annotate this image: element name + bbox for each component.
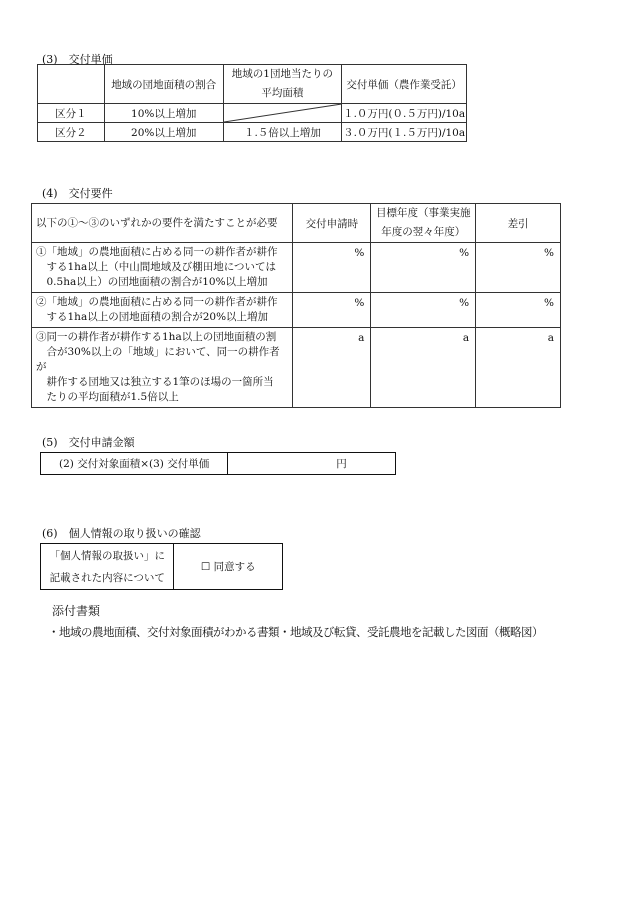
requirement-line: ②「地域」の農地面積に占める同一の耕作者が耕作 [36,296,278,308]
unit-price-table [37,64,467,142]
requirement-line: たりの平均面積が1.5倍以上 [36,391,179,403]
attachments-heading: 添付書類 [52,604,101,618]
target-value-cell[interactable]: % [371,243,476,293]
section-5-heading: (5) 交付申請金額 [42,436,135,449]
checkbox-icon[interactable]: ☐ [200,561,211,573]
requirement-line: する1ha以上（中山間地域及び棚田地については [36,261,276,273]
requirement-cell [32,328,293,408]
section-4-heading: (4) 交付要件 [42,187,113,200]
requirement-line: 0.5ha以上）の団地面積の割合が10%以上増加 [36,276,268,288]
table-row [41,544,283,590]
requirement-line: する1ha以上の団地面積の割合が20%以上増加 [36,311,269,323]
privacy-label-cell [41,544,174,590]
col-header-requirements: 以下の①～③のいずれかの要件を満たすことが必要 [32,204,293,243]
row-label: 区分２ [38,123,105,142]
area-cell: １.５倍以上増加 [223,123,342,142]
col-header-unit-price: 交付単価（農作業受託） [342,65,467,104]
col-header-average-area-line2: 平均面積 [261,87,304,99]
application-value-cell[interactable]: % [293,243,371,293]
col-header-target-year-line1: 目標年度（事業実施 [375,207,471,219]
table-header-row [38,65,467,104]
col-header-difference: 差引 [476,204,561,243]
table-row [41,453,396,475]
privacy-consent-table [40,543,283,590]
amount-input-cell[interactable] [228,453,396,475]
requirement-line: ①「地域」の農地面積に占める同一の耕作者が耕作 [36,246,278,258]
agree-label: 同意する [213,561,256,573]
target-value-cell[interactable]: % [371,293,476,328]
table-row [32,293,561,328]
price-cell: １.０万円(０.５万円)/10a [342,104,467,123]
difference-value-cell[interactable]: % [476,293,561,328]
requirement-line: ③同一の耕作者が耕作する1ha以上の団地面積の割 [36,331,277,343]
table-header-row [32,204,561,243]
application-value-cell[interactable]: a [293,328,371,408]
table-row [38,104,467,123]
requirement-cell [32,293,293,328]
col-header-ratio: 地域の団地面積の割合 [104,65,223,104]
privacy-label-line2: 記載された内容について [49,571,165,584]
table-row [32,328,561,408]
difference-value-cell[interactable]: % [476,243,561,293]
section-6-heading: (6) 個人情報の取り扱いの確認 [42,527,201,540]
privacy-label-line1: 「個人情報の取扱い」に [49,549,165,562]
col-header-target-year [371,204,476,243]
requirement-line: 耕作する団地又は独立する1筆のほ場の一箇所当 [36,376,274,388]
yen-unit: 円 [336,458,347,470]
col-header-application-time: 交付申請時 [293,204,371,243]
col-header-average-area [223,65,342,104]
requirement-line: 合が30%以上の「地域」において、同一の耕作者が [36,346,280,373]
agree-checkbox-cell[interactable] [174,544,283,590]
formula-cell: (2) 交付対象面積×(3) 交付単価 [41,453,228,475]
ratio-cell: 10%以上増加 [104,104,223,123]
table-row [38,123,467,142]
section-3-heading: (3) 交付単価 [42,53,113,66]
requirement-cell [32,243,293,293]
requirements-table [31,203,561,408]
attachments-item: ・地域の農地面積、交付対象面積がわかる書類・地域及び転貸、受託農地を記載した図面（概略図） [48,625,543,639]
empty-header-cell [38,65,105,104]
application-value-cell[interactable]: % [293,293,371,328]
diagonal-line [224,104,342,122]
row-label: 区分１ [38,104,105,123]
application-amount-table [40,452,396,475]
diagonal-empty-cell [223,104,342,123]
difference-value-cell[interactable]: a [476,328,561,408]
target-value-cell[interactable]: a [371,328,476,408]
ratio-cell: 20%以上増加 [104,123,223,142]
price-cell: ３.０万円(１.５万円)/10a [342,123,467,142]
col-header-average-area-line1: 地域の1団地当たりの [231,68,333,80]
table-row [32,243,561,293]
col-header-target-year-line2: 年度の翌々年度） [381,226,466,238]
